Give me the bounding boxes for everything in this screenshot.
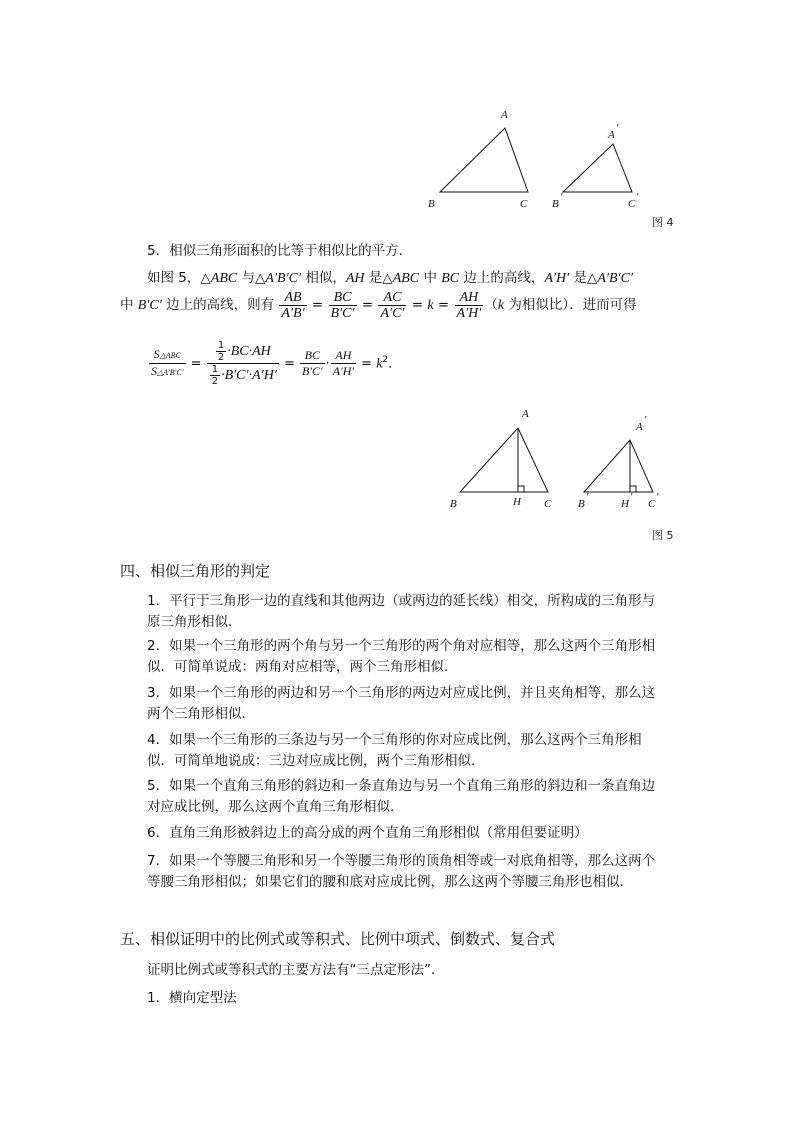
label-b: B: [428, 198, 435, 210]
line: 4．如果一个三角形的三条边与另一个三角形的你对应成比例，那么这两个三角形相: [147, 732, 642, 748]
label-c: C: [520, 198, 528, 210]
denominator: B′C′: [302, 364, 323, 379]
text: （: [484, 297, 498, 313]
prime-a: ': [644, 414, 647, 426]
line: 6．直角三角形被斜边上的高分成的两个直角三角形相似（常用但要证明）: [147, 825, 588, 841]
fraction-ah2: [331, 348, 356, 379]
triangle-abc: [440, 128, 528, 192]
section-5-sub1: 1．横向定型法: [147, 990, 237, 1006]
numerator: [207, 340, 279, 364]
numerator: AC: [378, 290, 406, 306]
denominator: [207, 364, 279, 387]
label-h-prime: H: [621, 498, 629, 510]
label-h: H: [513, 496, 521, 508]
figure-5: [440, 400, 680, 520]
text: ．: [388, 356, 402, 372]
label-a-prime: A: [636, 421, 643, 433]
fraction-ah: [455, 290, 484, 321]
figure-4-caption: 图 4: [652, 216, 674, 229]
fig5-paragraph-line1: [147, 268, 633, 289]
figure-5-caption: 图 5: [652, 529, 674, 542]
text: 如图 5，△: [147, 270, 211, 286]
label-c-prime: C: [628, 198, 636, 210]
math: ABC: [210, 271, 238, 286]
text: 中: [419, 270, 442, 286]
s: S: [153, 347, 160, 362]
prime-c: ': [656, 491, 659, 503]
fig5-paragraph-line2: 中 B′C′ 边上的高线，则有 $\frac{AB}{A'B'}$ = $\frac{BC}{B'C'}$ = $\frac{AC}{A'C'}$ = k = $\frac{AH}{A'H'}$ （k 为相似比）．进而可得: [120, 289, 637, 321]
label-a: A: [501, 109, 508, 121]
section-4-title: 四、相似三角形的判定: [120, 562, 271, 580]
fraction-half-products: [207, 340, 279, 387]
denominator: A′H′: [456, 305, 482, 321]
math: ABC: [392, 271, 420, 286]
one: 1: [217, 340, 225, 352]
section-5-intro: 证明比例式或等积式的主要方法有“三点定形法”．: [147, 962, 445, 978]
line: 对应成比例，那么这两个直角三角形相似．: [147, 799, 404, 815]
text: 边上的高线，则有: [161, 297, 275, 313]
line: 5．如果一个直角三角形的斜边和一条直角边与另一个直角三角形的斜边和一条直角边: [147, 778, 656, 794]
denominator: [149, 364, 186, 380]
math: A′H′: [544, 271, 570, 286]
prime-b: ': [586, 491, 589, 503]
fraction-ac: [378, 290, 406, 321]
text: 是△: [364, 270, 393, 286]
triangle-a1b1c1: [584, 440, 653, 492]
line: 原三角形相似．: [147, 614, 242, 630]
line: 等腰三角形相似；如果它们的腰和底对应成比例，那么这两个等腰三角形也相似．: [147, 874, 633, 890]
one: 1: [211, 364, 219, 376]
fraction-bc: [329, 290, 357, 321]
triangle-abc: [460, 428, 548, 492]
line: 2．如果一个三角形的两个角与另一个三角形的两个角对应相等，那么这两个三角形相: [147, 638, 656, 654]
criterion-6: [147, 823, 682, 844]
criterion-7: [147, 851, 682, 893]
line: 7．如果一个等腰三角形和另一个等腰三角形的顶角相等或一对底角相等，那么这两个: [147, 853, 656, 869]
criterion-4: [147, 730, 682, 772]
denominator: A′B′: [281, 305, 305, 321]
label-a-prime: A: [608, 129, 615, 141]
criterion-2: [147, 636, 682, 678]
text: 中: [120, 297, 138, 313]
figure-4: [420, 104, 680, 224]
numerator: BC: [329, 290, 357, 306]
figure-5-svg: [440, 400, 680, 520]
prime-b: ': [560, 191, 563, 203]
criterion-1: [147, 591, 682, 633]
math: A′B′C′: [597, 271, 634, 286]
two: 2: [211, 376, 219, 388]
product: ·BC·AH: [227, 344, 271, 360]
product: ·B′C′·A′H′: [221, 368, 277, 384]
label-b-prime: B: [578, 498, 585, 510]
triangle-a1b1c1: [563, 144, 632, 192]
label-c-prime: C: [648, 498, 656, 510]
text: 边上的高线，: [459, 270, 545, 286]
math-k: k: [376, 356, 383, 372]
figure-4-svg: [420, 104, 680, 224]
text: 是△: [569, 270, 598, 286]
prime-a: ': [616, 122, 619, 134]
math: B′C′: [137, 298, 162, 313]
exponent: 2: [382, 355, 389, 365]
math-k: k: [427, 298, 434, 313]
text: 为相似比）．进而可得: [504, 297, 637, 313]
subscript: △A′B′C′: [157, 368, 184, 378]
numerator: AH: [331, 348, 356, 364]
area-ratio-formula: $\frac{\text{S△ABC}}{S\triangle A'B'C'}$ = $\frac{1}{2}$ ·BC·AH $\frac{1}{2}$ ·B′C′·A′H′ = $\frac{BC}{B'C'}$ · $\frac{AH}{A'H'}$ = $k^2$．: [151, 340, 402, 388]
line: 两个三角形相似．: [147, 706, 255, 722]
two: 2: [217, 352, 225, 364]
math-k: k: [497, 298, 505, 313]
label-c: C: [544, 498, 552, 510]
fraction-bc2: [300, 348, 325, 379]
numerator: [149, 347, 186, 364]
text: 与△: [237, 270, 266, 286]
label-b: B: [450, 498, 457, 510]
right-angle-mark: [518, 486, 524, 492]
criterion-3: [147, 683, 682, 725]
subscript: △ABC: [159, 351, 181, 361]
fraction-area: [149, 347, 186, 380]
prime-c: ': [636, 191, 639, 203]
prime-h: ': [630, 491, 633, 503]
half: [216, 340, 226, 363]
denominator: A′C′: [380, 305, 405, 321]
line: 似．可简单地说成：三边对应成比例，两个三角形相似．: [147, 753, 485, 769]
math: A′B′C′: [265, 271, 302, 286]
property-5: 5．相似三角形面积的比等于相似比的平方．: [147, 243, 413, 259]
denominator: B′C′: [330, 305, 355, 321]
text: 相似，: [301, 270, 346, 286]
line: 似．可简单说成：两角对应相等，两个三角形相似．: [147, 659, 458, 675]
line: 3．如果一个三角形的两边和另一个三角形的两边对应成比例，并且夹角相等，那么这: [147, 685, 656, 701]
label-b-prime: B: [552, 198, 559, 210]
s: S: [151, 364, 157, 379]
label-a: A: [522, 408, 529, 420]
line: 1．平行于三角形一边的直线和其他两边（或两边的延长线）相交，所构成的三角形与: [147, 593, 656, 609]
numerator: BC: [300, 348, 325, 364]
numerator: AB: [279, 290, 306, 306]
fraction-ab: [279, 290, 306, 321]
math: AH: [345, 271, 365, 286]
criterion-5: [147, 776, 682, 818]
math: BC: [441, 271, 460, 286]
section-5-title: 五、相似证明中的比例式或等积式、比例中项式、倒数式、复合式: [120, 930, 556, 948]
denominator: A′H′: [332, 364, 355, 379]
half: [210, 364, 220, 387]
numerator: AH: [455, 290, 484, 306]
